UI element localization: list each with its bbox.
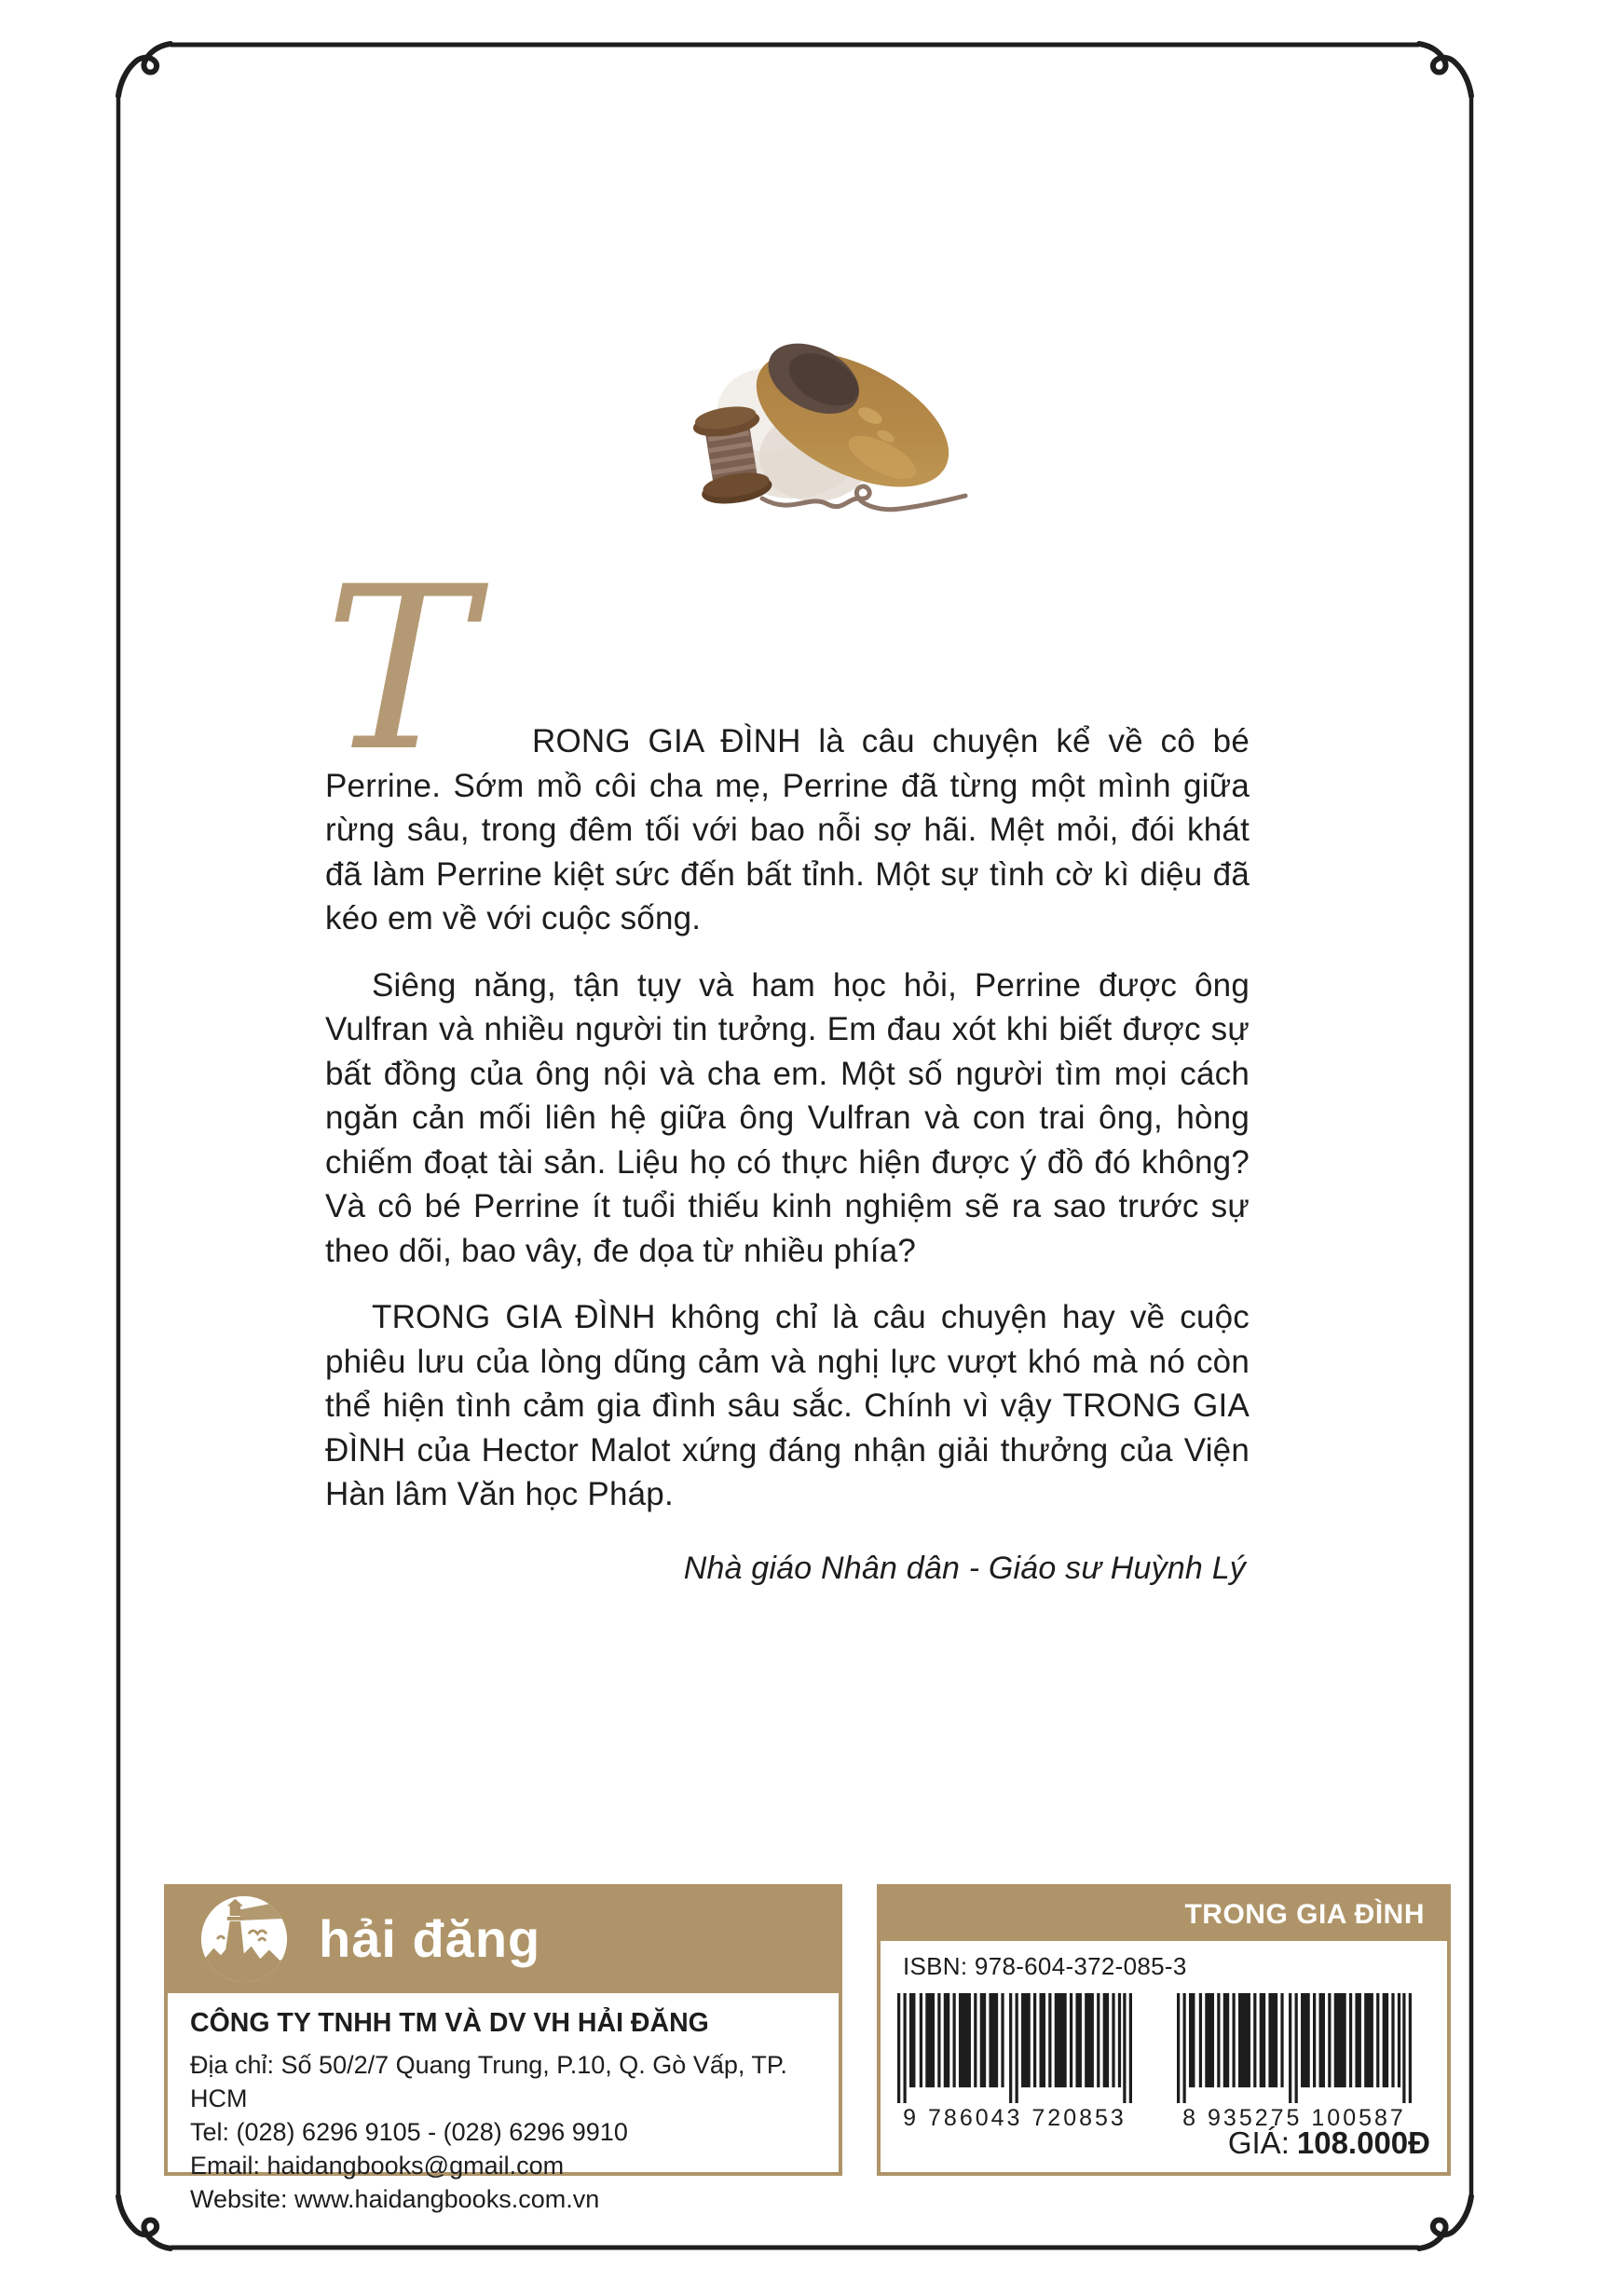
barcode-isbn [897,1993,1132,2132]
publisher-header [164,1884,842,1993]
publisher-email: Email: haidangbooks@gmail.com [190,2152,565,2180]
attribution: Nhà giáo Nhân dân - Giáo sư Huỳnh Lý [683,1550,1246,1586]
sales-box [877,1884,1451,2176]
sales-header [881,1888,1447,1941]
publisher-tel: Tel: (028) 6296 9105 - (028) 6296 9910 [190,2118,628,2146]
lighthouse-icon [199,1894,289,1984]
isbn-label: ISBN: 978-604-372-085-3 [903,1952,1187,1980]
barcode-product [1177,1993,1412,2132]
book-title: TRONG GIA ĐÌNH [1184,1898,1425,1930]
barcode-digits: 9 786043 720853 [903,2105,1127,2131]
barcode-bars [1177,1993,1412,2103]
price [1228,2125,1430,2161]
clog-illustration [652,308,969,536]
publisher-website: Website: www.haidangbooks.com.vn [190,2185,600,2213]
publisher-logo-text: hải đăng [319,1909,541,1968]
blurb-paragraph-1: RONG GIA ĐÌNH là câu chuyện kể về cô bé Perrine. Sớm mồ côi cha mẹ, Perrine đã từng một mình giữa rừng sâu, trong đêm tối với bao nỗi sợ hãi. Mệt mỏi, đói khát đã làm Perrine kiệt sức đến bất tỉnh. Một sự tình cờ kì diệu đã kéo em về với cuộc sống. [325,719,1250,941]
barcode-digits: 8 935275 100587 [1182,2105,1406,2131]
price-label: GIÁ: [1227,2125,1290,2160]
sales-body [881,1941,1447,2172]
publisher-company-name: CÔNG TY TNHH TM VÀ DV VH HẢI ĐĂNG [190,2008,709,2038]
barcode-bars [897,1993,1132,2103]
dropcap-spacer [325,719,532,763]
dropcap-letter: T [324,539,475,801]
blurb-text [325,719,1250,1591]
blurb-paragraph-2: Siêng năng, tận tụy và ham học hỏi, Perrine được ông Vulfran và nhiều người tin tưởng. Em đau xót khi biết được sự bất đồng của ông nội và cha em. Một số người tìm mọi cách ngăn cản mối liên hệ giữa ông Vulfran và con trai ông, hòng chiếm đoạt tài sản. Liệu họ có thực hiện được ý đồ đó không? Và cô bé Perrine ít tuổi thiếu kinh nghiệm sẽ ra sao trước sự theo dõi, bao vây, đe dọa từ nhiều phía? [325,966,1250,1269]
publisher-box [164,1884,842,2213]
publisher-info [164,1993,842,2213]
blurb-paragraph-3: TRONG GIA ĐÌNH không chỉ là câu chuyện hay về cuộc phiêu lưu của lòng dũng cảm và nghị lực vượt khó mà nó còn thể hiện tình cảm gia đình sâu sắc. Chính vì vậy TRONG GIA ĐÌNH của Hector Malot xứng đáng nhận giải thưởng của Viện Hàn lâm Văn học Pháp. [325,1299,1250,1512]
publisher-address: Địa chỉ: Số 50/2/7 Quang Trung, P.10, Q. Gò Vấp, TP. HCM [190,2051,787,2112]
price-value: 108.000Đ [1296,2125,1430,2160]
